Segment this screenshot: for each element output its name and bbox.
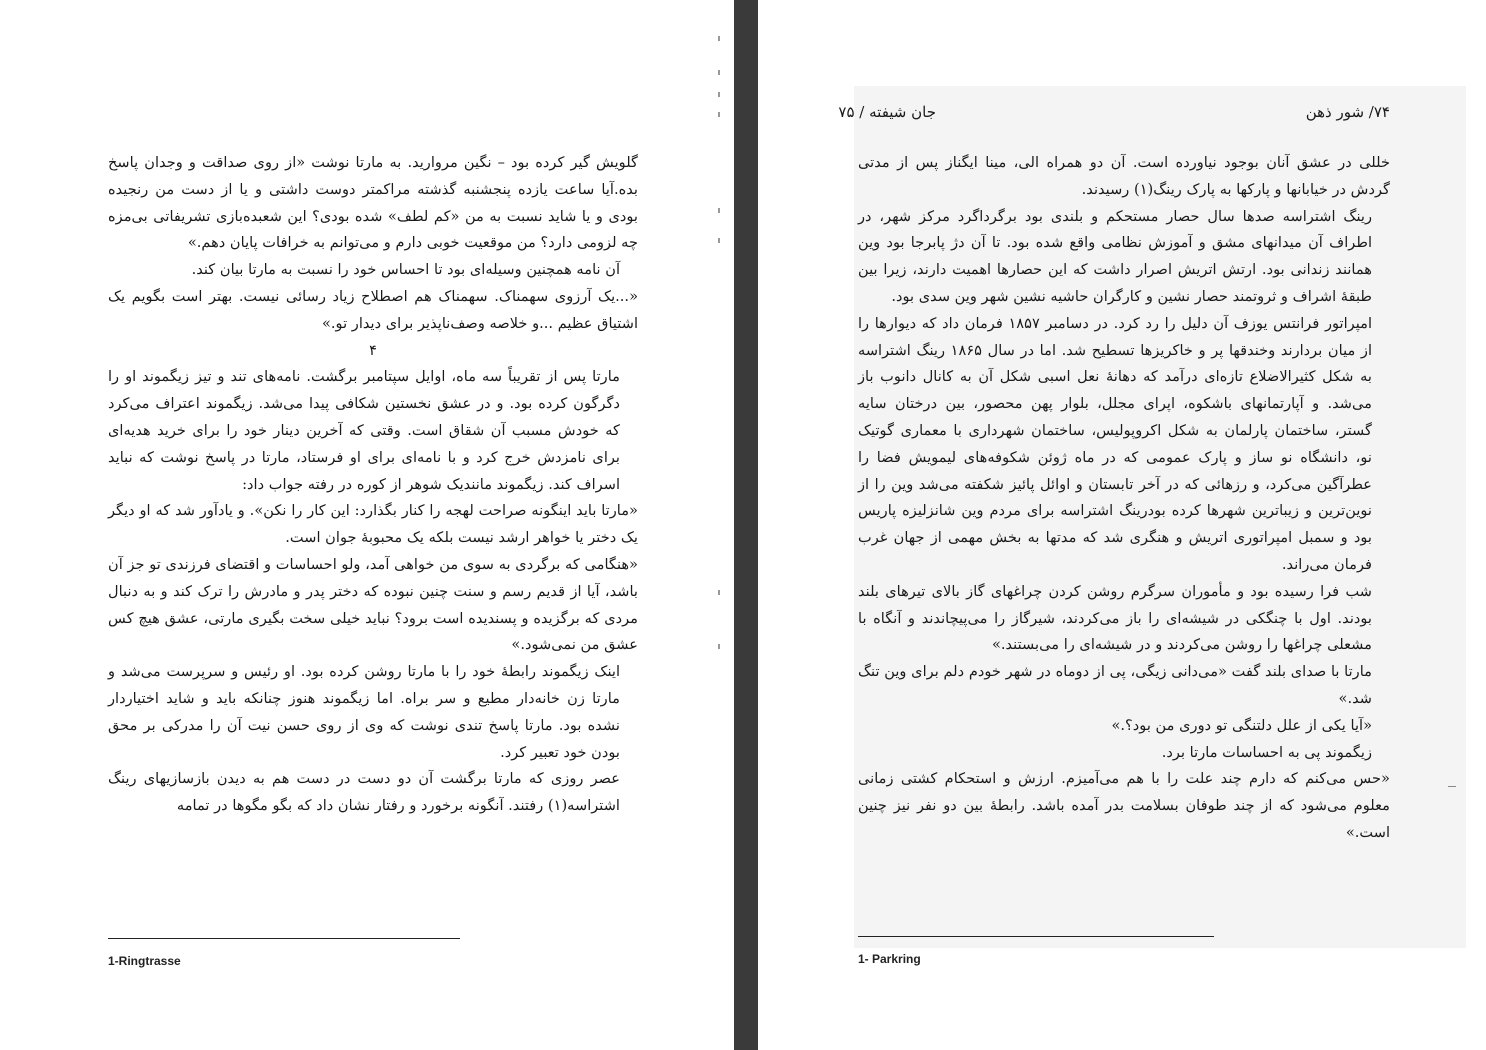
paragraph: رینگ اشتراسه صدها سال حصار مستحکم و بلندی بود برگرداگرد مرکز شهر، در اطراف آن میدانهای مشق و آموزش نظامی واقع شده بود. تا آن دژ پابرجا بود وین همانند زندانی بود. ارتش اتریش اصرار داشت که این حصارها اهمیت دارند، زیرا بین طبقهٔ اشراف و ثروتمند حصار نشین و کارگران حاشیه نشین شهر وین سدی بود. [858, 207, 1372, 305]
footnote-rule [858, 936, 1214, 937]
paragraph: گلویش گیر کرده بود – نگین مروارید. به مارتا نوشت «از روی صداقت و وجدان پاسخ بده.آیا ساعت یازده پنجشنبه گذشته مراکمتر دوست داشتی و یا از دست من رنجیده بودی و یا شاید نسبت به من «کم لطف» شده بودی؟ این شعبده‌بازی تشریفاتی بی‌مزه چه لزومی دارد؟ من موقعیت خوبی دارم و می‌توانم به خرافات پایان دهم.» [108, 154, 638, 252]
book-spine [734, 0, 758, 1050]
paragraph: عصر روزی که مارتا برگشت آن دو دست در دست هم به دیدن بازسازیهای رینگ اشتراسه(۱) رفتند. آنگونه برخورد و رفتار نشان داد که بگو مگوها در تمامه [108, 770, 620, 815]
section-number: ۴ [369, 341, 377, 359]
left-footnote: 1-Ringtrasse [108, 954, 181, 968]
paragraph: «...یک آرزوی سهمناک. سهمناک هم اصطلاح زیاد رسائی نیست. بهتر است بگویم یک اشتیاق عظیم ...و خلاصه وصف‌ناپذیر برای دیدار تو.» [108, 287, 638, 332]
scan-mark [718, 644, 720, 649]
left-page-body [108, 150, 638, 820]
left-page-header: ۷۴/ شور ذهن [1305, 103, 1390, 121]
paragraph: «مارتا باید اینگونه صراحت لهجه را کنار بگذارد: این کار را نکن». و یادآور شد که او دیگر یک دختر یا خواهر ارشد نیست بلکه یک محبوبهٔ جوان است. [108, 502, 638, 547]
scan-mark [718, 590, 720, 595]
paragraph: «هنگامی که برگردی به سوی من خواهی آمد، ولو احساسات و اقتضای فرزندی تو جز آن باشد، آیا از قدیم رسم و سنت چنین نبوده که دختر پدر و مادرش را ترک کند و به دنبال مردی که برگزیده و پسندیده است برود؟ نباید خیلی سخت بگیری مارتی، عشق هیچ کس عشق من نمی‌شود.» [108, 555, 638, 654]
right-page-header: جان شیفته / ۷۵ [838, 103, 936, 121]
scan-mark [718, 36, 720, 41]
paragraph: مارتا با صدای بلند گفت «می‌دانی زیگی، پی از دوماه در شهر خودم دلم برای وین تنگ شد.» [858, 663, 1372, 707]
right-footnote: 1- Parkring [858, 952, 921, 966]
paragraph: اینک زیگموند رابطهٔ خود را با مارتا روشن کرده بود. او رئیس و سرپرست می‌شد و مارتا زن خانه‌دار مطیع و سر براه. اما زیگموند هنوز چنانکه باید و شاید اختیاردار نشده بود. مارتا پاسخ تندی نوشت که وی از روی حسن نیت آن را مدرکی بر محق بودن خود تعبیر کرد. [108, 663, 620, 761]
paragraph: امپراتور فرانتس یوزف آن دلیل را رد کرد. در دسامبر ۱۸۵۷ فرمان داد که دیوارها را از میان بردارند وخندقها پر و خاکریزها تسطیح شد. اما در سال ۱۸۶۵ رینگ اشتراسه به شکل کثیرالاضلاع تازه‌ای درآمد که دهانهٔ نعل اسبی شکل آن به کانال دانوب باز می‌شد. و آپارتمانهای باشکوه، اپرای مجلل، بلوار پهن محصور، بین درختان سایه گستر، ساختمان پارلمان به شکل اکروپولیس، ساختمان شهرداری با معماری گوتیک نو، دانشگاه نو ساز و پارک عمومی که در ماه ژوئن شکوفه‌های لیمویش فضا را عطرآگین می‌کرد، و رزهائی که در آخر تابستان و اوائل پائیز شکفته می‌شد وین را از نوین‌ترین و زیباترین شهرها کرده بودرینگ اشتراسه برای مردم وین شانزلیزه پاریس بود و سمبل امپراتوری اتریش و هنگری شد که مدتها به بخش مهمی از جهان غرب فرمان می‌راند. [858, 314, 1372, 573]
right-page-body [858, 150, 1390, 847]
scan-mark [718, 208, 720, 213]
paragraph: مارتا پس از تقریباً سه ماه، اوایل سپتامبر برگشت. نامه‌های تند و تیز زیگموند او را دگرگون کرده بود. و در عشق نخستین شکافی پیدا می‌شد. زیگموند اعتراف می‌کرد که خودش مسبب آن شقاق است. وقتی که آخرین دینار خود را برای خرید هدیه‌ای برای نامزدش خرج کرد و با نامه‌ای برای او فرستاد، مارتا در پاسخ نوشت که نباید اسراف کند. زیگموند مانندیک شوهر از کوره در رفته جواب داد: [108, 368, 620, 493]
paragraph: زیگموند پی به احساسات مارتا برد. [1161, 743, 1372, 761]
scan-mark [718, 70, 720, 75]
scan-mark [718, 112, 720, 117]
paragraph: «حس می‌کنم که دارم چند علت را با هم می‌آمیزم. ارزش و استحکام کشتی زمانی معلوم می‌شود که از چند طوفان بسلامت بدر آمده باشد. رابطهٔ بین دو نفر نیز چنین است.» [858, 770, 1390, 841]
footnote-rule [108, 938, 460, 939]
scan-mark [718, 92, 720, 97]
scan-mark [1448, 786, 1456, 787]
paragraph: «آیا یکی از علل دلتنگی تو دوری من بود؟.» [1111, 716, 1372, 734]
paragraph: شب فرا رسیده بود و مأموران سرگرم روشن کردن چراغهای گاز بالای تیرهای بلند بودند. اول با چنگکی در شیشه‌ای را باز می‌کردند، شیرگاز را می‌پیچاندند و آنگاه با مشعلی چراغها را روشن می‌کردند و در شیشه‌ای را می‌بستند.» [858, 582, 1372, 654]
paragraph: خللی در عشق آنان بوجود نیاورده است. آن دو همراه الی، مینا ایگناز پس از مدتی گردش در خیابانها و پارکها به پارک رینگ(۱) رسیدند. [858, 154, 1390, 198]
paragraph: آن نامه همچنین وسیله‌ای بود تا احساس خود را نسبت به مارتا بیان کند. [191, 261, 620, 279]
scan-mark [718, 238, 720, 243]
